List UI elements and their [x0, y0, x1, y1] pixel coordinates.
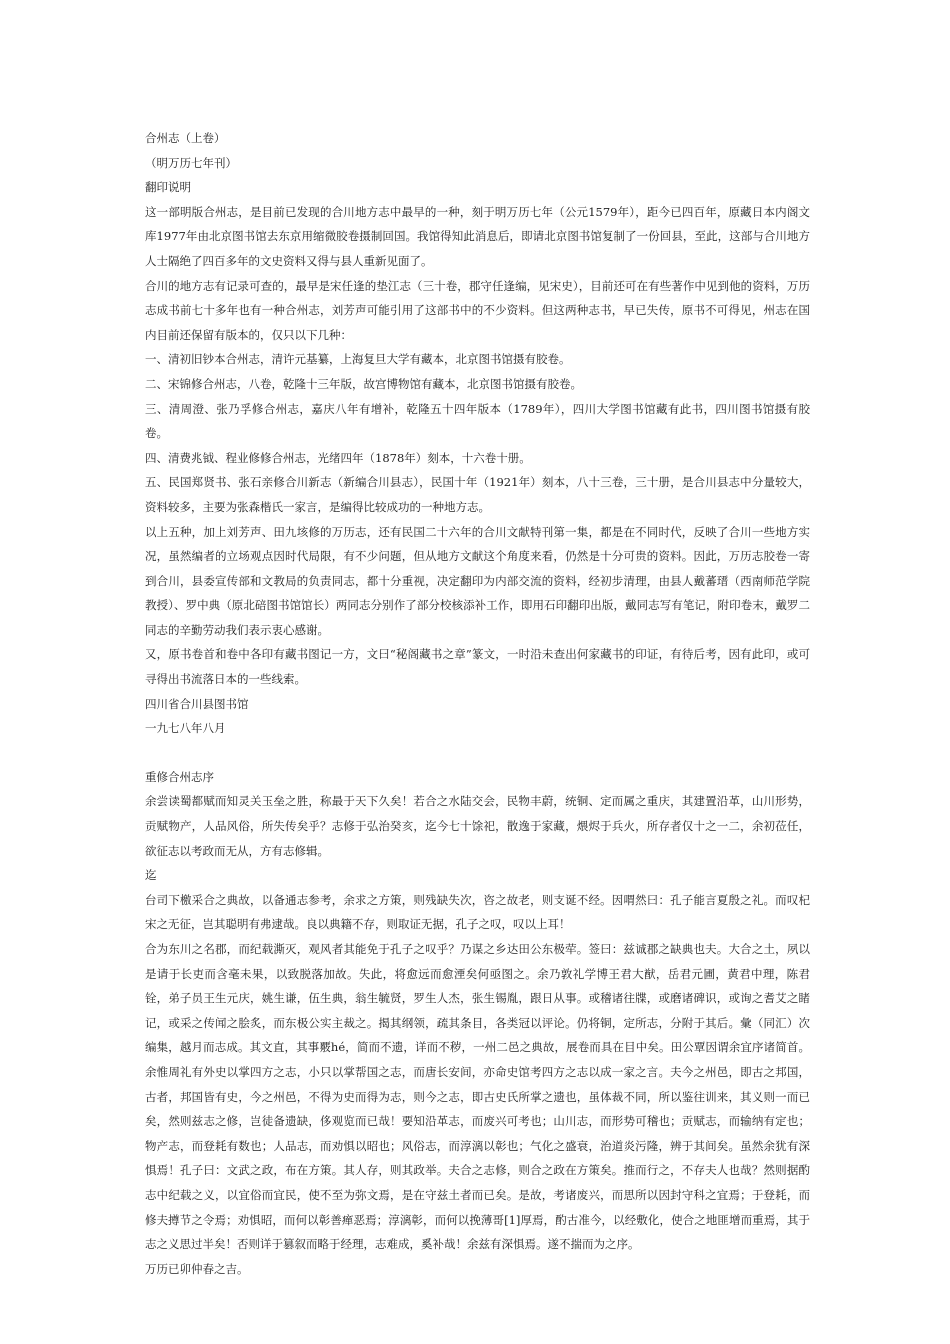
signature-organization: 四川省合川县图书馆 — [145, 696, 249, 711]
signature-date: 一九七八年八月 — [145, 721, 226, 736]
section-spacer — [145, 741, 810, 765]
paragraph: 迄 — [145, 868, 157, 883]
document-edition: （明万历七年刊） — [145, 155, 237, 170]
list-item: 五、民国郑贤书、张石亲修合川新志（新编合川县志），民国十年（1921年）刻本，八十三卷，三十册，是合川县志中分量较大，资料较多，主要为张森楷氏一家言，是编得比较成功的一种地方志。 — [145, 475, 810, 514]
paragraph: 这一部明版合州志，是目前已发现的合川地方志中最早的一种，刻于明万历七年（公元1579年），距今已四百年，原藏日本内阁文库1977年由北京图书馆去东京用缩微胶卷摄制回国。我馆得知此消息后，即请北京图书馆复制了一份回县，至此，这部与合川地方人士隔绝了四百多年的文史资料又得与县人重新见面了。 — [145, 204, 810, 268]
section-heading-preface: 重修合州志序 — [145, 769, 214, 784]
paragraph: 合为东川之名郡，而纪载澌灭，观风者其能免于孔子之叹乎？乃谋之乡达田公东极荦。签曰：兹诚郡之缺典也夫。大合之土，夙以是请于长吏而含毫未果，以致脱落加故。失此，将愈远而愈湮矣何亟图之。余乃敦礼学博王君大猷，岳君元圃，黄君中理，陈君铨，弟子员王生元庆，姚生谦，伍生典，翁生毓贤，罗生人杰，张生锡胤，跟日从事。或稽诸往牒，或磨诸碑识，或询之耆艾之睹记，或采之传闻之脍炙，而东极公实主裁之。揭其纲领，疏其条目，各类冠以评论。仍将铜，定所志，分附于其后。彙（同汇）次编集，越月而志成。其文直，其事覈hé，简而不遗，详而不秽，一州二邑之典故，展卷而具在目中矣。田公覃因谓余宜序诸简首。余惟周礼有外史以掌四方之志，小只以掌帮国之志，而唐长安间，亦命史馆考四方之志以成一家之言。夫今之州邑，即古之邦国，古者，邦国皆有史，今之州邑，不得为史而得为志，则今之志，即古史氏所掌之遗也，虽体裁不同，所以鉴往训来，其义则一而已矣，然则兹志之修，岂徒备遗缺，侈观览而已哉！要知沿革志，而废兴可考也；山川志，而形势可稽也；贡赋志，而输纳有定也；物产志，而登耗有数也；人品志，而劝惧以昭也；风俗志，而淳漓以彰也；气化之盛衰，治道炎污隆，辨于其间矣。虽然余犹有深惧焉！孔子曰：文武之政，布在方策。其人存，则其政举。夫合之志修，则合之政在方策矣。推而行之，不存夫人也哉？然则据酌志中纪载之义，以宜俗而宜民，使不至为弥文焉，是在守兹土者而已矣。是故，考诸废兴，而思所以因封守科之宜焉；于登耗，而修夫撙节之令焉；劝惧昭，而何以彰善瘅恶焉；淳漓彰，而何以挽薄哥[1]厚焉，酌古准今，以经敷化，使合之地匪增而重焉，其于志之义思过半矣！否则详于篡叙而略于经理，志难成，奚补哉！余兹有深惧焉。遂不揣而为之序。 — [145, 942, 810, 1252]
list-item: 一、清初旧钞本合州志，清许元基纂，上海复旦大学有藏本，北京图书馆摄有胶卷。 — [145, 352, 571, 367]
closing-date: 万历已卯仲春之吉。 — [145, 1261, 249, 1276]
list-item: 三、清周澄、张乃孚修合州志，嘉庆八年有增补，乾隆五十四年版本（1789年），四川大学图书馆藏有此书，四川图书馆摄有胶卷。 — [145, 401, 810, 441]
paragraph: 以上五种，加上刘芳声、田九垓修的万历志，还有民国二十六年的合川文献特刊第一集，都是在不同时代，反映了合川一些地方实况，虽然编者的立场观点因时代局限，有不少问题，但从地方文献这个角度来看，仍然是十分可贵的资料。因此，万历志胶卷一寄到合川，县委宣传部和文教局的负责同志，都十分重视，决定翻印为内部交流的资料，经初步清理，由县人戴蕃瑨（西南师范学院教授）、罗中典（原北碚图书馆馆长）两同志分别作了部分校核添补工作，即用石印翻印出版，戴同志写有笔记，附印卷末，戴罗二同志的辛勤劳动我们表示衷心感谢。 — [145, 524, 810, 637]
paragraph: 合川的地方志有记录可查的，最早是宋任逢的垫江志（三十卷，郡守任逢编，见宋史），目前还可在有些著作中见到他的资料，万历志成书前七十多年也有一种合州志，刘芳声可能引用了这部书中的不少资料。但这两种志书，早已失传，原书不可得见，州志在国内目前还保留有版本的，仅只以下几种： — [145, 278, 810, 342]
paragraph: 余尝读蜀都赋而知灵关玉垒之胜，称最于天下久矣！若合之水陆交会，民物丰蔚，统铜、定而属之重庆，其建置沿革，山川形势，贡赋物产，人品风俗，所失传矣乎？志修于弘治癸亥，迄今七十馀祀，散逸于家藏，煨烬于兵火，所存者仅十之一二，余初莅任，欲征志以考政而无从，方有志修辑。 — [145, 794, 810, 858]
list-item: 四、清费兆钺、程业修修合州志，光绪四年（1878年）刻本，十六卷十册。 — [145, 450, 531, 465]
section-heading-reprint-notes: 翻印说明 — [145, 180, 191, 195]
document-title: 合州志（上卷） — [145, 131, 226, 145]
paragraph: 又，原书卷首和卷中各印有藏书图记一方，文曰“秘阁藏书之章”篆文，一时沿未查出何家藏书的印证，有待后考，因有此印，或可寻得出书流落日本的一些线索。 — [145, 647, 810, 687]
document-page — [145, 126, 810, 1281]
paragraph: 台司下檄采合之典故，以备通志参考，余求之方策，则残缺失次，咨之故老，则支诞不经。因喟然曰：孔子能言夏殷之礼。而叹杞宋之无征，岂其聪明有弗逮哉。良以典籍不存，则取证无据，孔子之叹，叹以上耳！ — [145, 892, 810, 932]
list-item: 二、宋锦修合州志，八卷，乾隆十三年版，故宫博物馆有藏本，北京图书馆摄有胶卷。 — [145, 376, 582, 391]
